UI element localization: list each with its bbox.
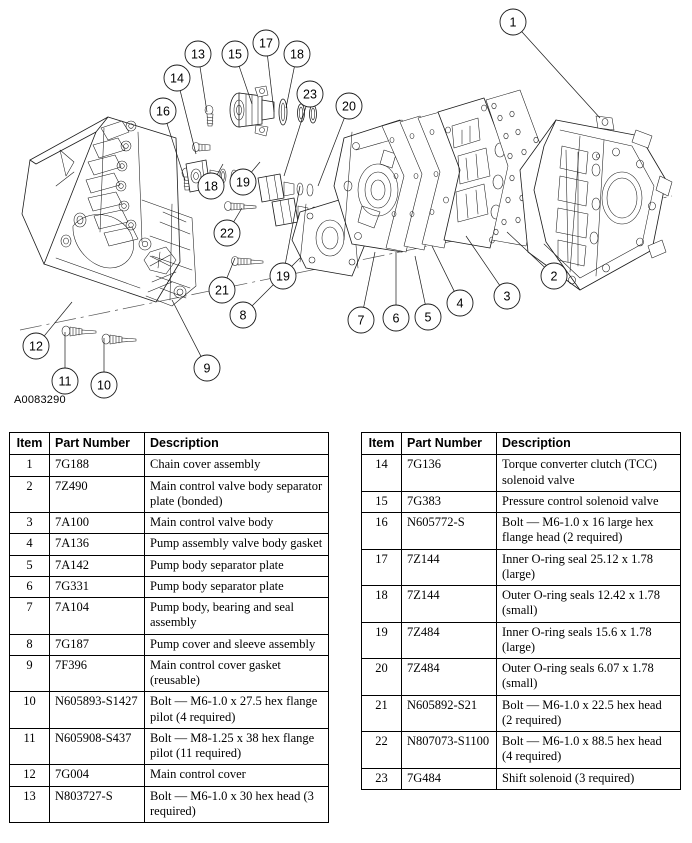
cell-item-number: 4: [10, 534, 50, 555]
cell-part-number: 7G136: [402, 455, 497, 492]
table-row: [362, 768, 681, 789]
leader-line: [284, 106, 306, 176]
table-row: [362, 513, 681, 550]
chain-cover-assembly-part: [520, 116, 672, 290]
table-row: [362, 491, 681, 512]
cell-description: Pressure control solenoid valve: [497, 491, 681, 512]
table-row: [10, 576, 329, 597]
figure-id-label: A0083290: [14, 394, 66, 406]
cell-part-number: 7Z490: [50, 476, 145, 513]
cell-item-number: 10: [10, 692, 50, 729]
column-header-item: Item: [10, 433, 50, 455]
balloon-number: 21: [215, 283, 229, 298]
callout-balloon-6: [383, 252, 409, 331]
cell-description: Outer O-ring seals 6.07 x 1.78 (small): [497, 659, 681, 696]
cell-part-number: N605908-S437: [50, 728, 145, 765]
table-row: [362, 586, 681, 623]
table-row: [10, 634, 329, 655]
cell-part-number: 7Z144: [402, 586, 497, 623]
parts-table-right: [361, 432, 681, 790]
leader-line: [200, 67, 207, 112]
table-row: [10, 692, 329, 729]
callout-balloon-5: [415, 256, 441, 330]
exploded-view-line-art: [0, 0, 692, 420]
callout-balloon-22: [214, 208, 242, 246]
cell-part-number: 7Z484: [402, 622, 497, 659]
leader-line: [286, 67, 294, 108]
callout-balloon-21: [209, 258, 235, 303]
leader-line: [234, 208, 242, 222]
bolt-item-10: [102, 334, 136, 344]
cell-part-number: N807073-S1100: [402, 732, 497, 769]
pressure-control-solenoid-part: [230, 86, 274, 136]
cell-description: Chain cover assembly: [145, 455, 329, 476]
cell-item-number: 21: [362, 695, 402, 732]
cell-description: Pump cover and sleeve assembly: [145, 634, 329, 655]
cell-description: Bolt — M6-1.0 x 88.5 hex head (4 required): [497, 732, 681, 769]
table-row: [362, 659, 681, 696]
balloon-number: 19: [236, 175, 250, 190]
cell-part-number: 7F396: [50, 655, 145, 692]
table-row: [10, 655, 329, 692]
cell-part-number: 7G484: [402, 768, 497, 789]
table-row: [10, 534, 329, 555]
main-control-cover-part: [22, 117, 180, 302]
cell-part-number: N605892-S21: [402, 695, 497, 732]
cell-item-number: 20: [362, 659, 402, 696]
cell-part-number: 7A136: [50, 534, 145, 555]
cell-part-number: 7A100: [50, 513, 145, 534]
table-row: [362, 732, 681, 769]
table-row: [10, 598, 329, 635]
cell-description: Bolt — M6-1.0 x 30 hex head (3 required): [145, 786, 329, 823]
cell-part-number: 7A104: [50, 598, 145, 635]
cell-description: Bolt — M8-1.25 x 38 hex flange pilot (11 required): [145, 728, 329, 765]
balloon-number: 10: [97, 378, 111, 393]
cell-item-number: 17: [362, 549, 402, 586]
column-header-part-number: Part Number: [402, 433, 497, 455]
cell-description: Main control valve body: [145, 513, 329, 534]
balloon-number: 17: [259, 36, 273, 51]
leader-line: [522, 32, 600, 118]
balloon-number: 18: [204, 179, 218, 194]
balloon-number: 23: [303, 87, 317, 102]
table-row: [362, 695, 681, 732]
balloon-number: 18: [290, 47, 304, 62]
table-row: [362, 455, 681, 492]
cell-item-number: 11: [10, 728, 50, 765]
table-row: [10, 476, 329, 513]
callout-balloon-10: [91, 338, 117, 398]
bolt-item-11: [62, 326, 96, 336]
balloon-number: 2: [550, 269, 558, 284]
cell-item-number: 19: [362, 622, 402, 659]
cell-part-number: 7G004: [50, 765, 145, 786]
table-row: [362, 622, 681, 659]
balloon-number: 16: [156, 104, 170, 119]
bolt-item-22: [225, 202, 257, 211]
balloon-number: 22: [220, 226, 234, 241]
leader-line: [251, 162, 260, 172]
cell-description: Pump assembly valve body gasket: [145, 534, 329, 555]
cell-description: Pump body separator plate: [145, 576, 329, 597]
column-header-part-number: Part Number: [50, 433, 145, 455]
cell-part-number: 7G187: [50, 634, 145, 655]
bolt-item-21: [232, 257, 264, 266]
balloon-number: 7: [357, 313, 365, 328]
cell-item-number: 23: [362, 768, 402, 789]
cell-item-number: 12: [10, 765, 50, 786]
table-header-row: [362, 433, 681, 455]
column-header-item: Item: [362, 433, 402, 455]
leader-line: [415, 256, 425, 304]
cell-item-number: 16: [362, 513, 402, 550]
leader-line: [180, 91, 196, 154]
cell-item-number: 3: [10, 513, 50, 534]
table-row: [362, 549, 681, 586]
table-row: [10, 513, 329, 534]
cell-description: Torque converter clutch (TCC) solenoid valve: [497, 455, 681, 492]
cell-description: Main control valve body separator plate (bonded): [145, 476, 329, 513]
table-row: [10, 728, 329, 765]
cell-description: Bolt — M6-1.0 x 16 large hex flange head (2 required): [497, 513, 681, 550]
cell-description: Outer O-ring seals 12.42 x 1.78 (small): [497, 586, 681, 623]
callout-balloon-11: [52, 332, 78, 394]
callout-balloon-3: [466, 236, 520, 309]
balloon-number: 19: [276, 269, 290, 284]
cell-part-number: N803727-S: [50, 786, 145, 823]
cell-description: Pump body separator plate: [145, 555, 329, 576]
cell-item-number: 5: [10, 555, 50, 576]
balloon-number: 9: [203, 361, 211, 376]
cell-description: Bolt — M6-1.0 x 27.5 hex flange pilot (4 required): [145, 692, 329, 729]
cell-part-number: 7G383: [402, 491, 497, 512]
balloon-number: 12: [29, 339, 43, 354]
balloon-number: 20: [342, 99, 356, 114]
cell-item-number: 18: [362, 586, 402, 623]
balloon-number: 5: [424, 310, 432, 325]
cell-item-number: 9: [10, 655, 50, 692]
table-row: [10, 555, 329, 576]
column-header-description: Description: [497, 433, 681, 455]
column-header-description: Description: [145, 433, 329, 455]
callout-balloon-4: [432, 246, 473, 316]
table-row: [10, 455, 329, 476]
balloon-number: 3: [503, 289, 511, 304]
leader-line: [172, 300, 201, 356]
cell-description: Pump body, bearing and seal assembly: [145, 598, 329, 635]
balloon-number: 1: [509, 15, 517, 30]
table-header-row: [10, 433, 329, 455]
balloon-number: 8: [239, 308, 247, 323]
cell-part-number: N605893-S1427: [50, 692, 145, 729]
balloon-number: 6: [392, 311, 400, 326]
cell-part-number: 7Z484: [402, 659, 497, 696]
cell-description: Shift solenoid (3 required): [497, 768, 681, 789]
cell-item-number: 2: [10, 476, 50, 513]
cell-description: Inner O-ring seal 25.12 x 1.78 (large): [497, 549, 681, 586]
cell-item-number: 14: [362, 455, 402, 492]
balloon-number: 15: [228, 47, 242, 62]
exploded-view-figure: [0, 0, 692, 420]
cell-part-number: 7Z144: [402, 549, 497, 586]
balloon-number: 11: [58, 374, 72, 389]
cell-description: Bolt — M6-1.0 x 22.5 hex head (2 required): [497, 695, 681, 732]
callout-balloon-23: [284, 81, 323, 176]
cell-description: Inner O-ring seals 15.6 x 1.78 (large): [497, 622, 681, 659]
callout-balloon-19: [230, 162, 260, 195]
callout-balloon-9: [172, 300, 220, 381]
cell-item-number: 1: [10, 455, 50, 476]
cell-part-number: 7G331: [50, 576, 145, 597]
table-row: [10, 786, 329, 823]
cell-item-number: 13: [10, 786, 50, 823]
cell-part-number: N605772-S: [402, 513, 497, 550]
cell-item-number: 6: [10, 576, 50, 597]
cell-description: Main control cover: [145, 765, 329, 786]
cell-item-number: 22: [362, 732, 402, 769]
leader-line: [364, 252, 375, 307]
parts-table-left: [9, 432, 329, 823]
cell-description: Main control cover gasket (reusable): [145, 655, 329, 692]
table-row: [10, 765, 329, 786]
cell-item-number: 15: [362, 491, 402, 512]
leader-line: [227, 258, 235, 278]
cell-item-number: 8: [10, 634, 50, 655]
cell-item-number: 7: [10, 598, 50, 635]
cell-part-number: 7G188: [50, 455, 145, 476]
balloon-number: 14: [170, 71, 184, 86]
leader-line: [432, 246, 454, 291]
balloon-number: 4: [456, 296, 464, 311]
balloon-number: 13: [191, 47, 205, 62]
cell-part-number: 7A142: [50, 555, 145, 576]
